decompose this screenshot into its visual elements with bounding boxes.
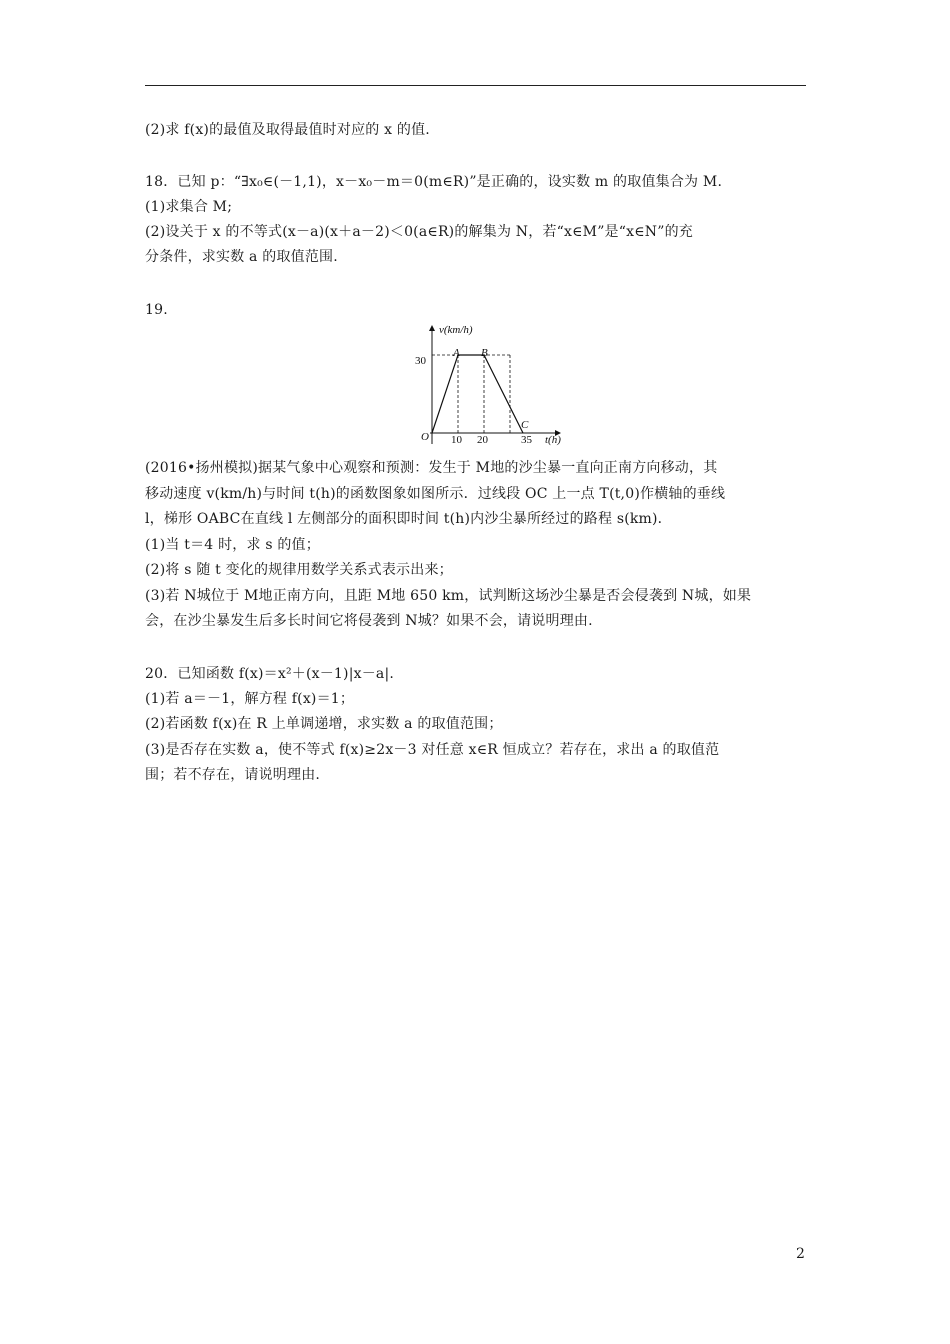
q19-stem-line3: l，梯形 OABC在直线 l 左侧部分的面积即时间 t(h)内沙尘暴所经过的路程 s(km)． — [145, 511, 672, 527]
q18-stem: 18．已知 p：“∃x₀∈(－1,1)，x－x₀－m＝0(m∈R)”是正确的，设实数 m 的取值集合为 M. — [145, 174, 723, 190]
q20-part3-line2: 围；若不存在，请说明理由. — [145, 767, 321, 783]
q19-part3-line1: (3)若 N城位于 M地正南方向，且距 M地 650 km，试判断这场沙尘暴是否会侵袭到 N城，如果 — [145, 588, 752, 604]
point-b-label: B — [481, 347, 488, 359]
y-axis-label: v(km/h) — [439, 324, 473, 336]
q18-part1: (1)求集合 M; — [145, 199, 233, 215]
x-tick-20: 20 — [477, 434, 488, 446]
q19-part1: (1)当 t＝4 时，求 s 的值； — [145, 537, 320, 553]
point-c-label: C — [521, 419, 529, 431]
y-tick-30: 30 — [415, 355, 426, 367]
x-tick-35: 35 — [521, 434, 532, 446]
q20-part2: (2)若函数 f(x)在 R 上单调递增，求实数 a 的取值范围； — [145, 716, 503, 732]
q17-part2: (2)求 f(x)的最值及取得最值时对应的 x 的值. — [145, 122, 430, 138]
q19-number: 19. — [145, 302, 168, 318]
header-rule — [145, 85, 806, 86]
q20-stem: 20．已知函数 f(x)＝x²＋(x－1)|x－a|. — [145, 666, 395, 682]
q18-part2-line2: 分条件，求实数 a 的取值范围. — [145, 249, 338, 265]
q20-part1: (1)若 a＝－1，解方程 f(x)＝1； — [145, 691, 355, 707]
origin-label: O — [421, 431, 429, 443]
point-a-label: A — [453, 347, 460, 359]
q19-stem-line2: 移动速度 v(km/h)与时间 t(h)的函数图象如图所示．过线段 OC 上一点 T(t,0)作横轴的垂线 — [145, 486, 726, 502]
x-tick-10: 10 — [451, 434, 462, 446]
q19-part3-line2: 会，在沙尘暴发生后多长时间它将侵袭到 N城？如果不会，请说明理由. — [145, 613, 593, 629]
page-number: 2 — [796, 1246, 805, 1262]
q20-part3-line1: (3)是否存在实数 a，使不等式 f(x)≥2x－3 对任意 x∈R 恒成立？若存在，求出 a 的取值范 — [145, 742, 720, 758]
velocity-time-graph — [395, 320, 565, 450]
trapezoid-oabc — [432, 355, 523, 433]
q19-part2: (2)将 s 随 t 变化的规律用数学关系式表示出来； — [145, 562, 453, 578]
x-axis-label: t(h) — [545, 434, 561, 446]
q18-part2-line1: (2)设关于 x 的不等式(x－a)(x＋a－2)＜0(a∈R)的解集为 N，若“x∈M”是“x∈N”的充 — [145, 224, 693, 240]
q19-stem-line1: (2016•扬州模拟)据某气象中心观察和预测：发生于 M地的沙尘暴一直向正南方向移动，其 — [145, 460, 718, 476]
